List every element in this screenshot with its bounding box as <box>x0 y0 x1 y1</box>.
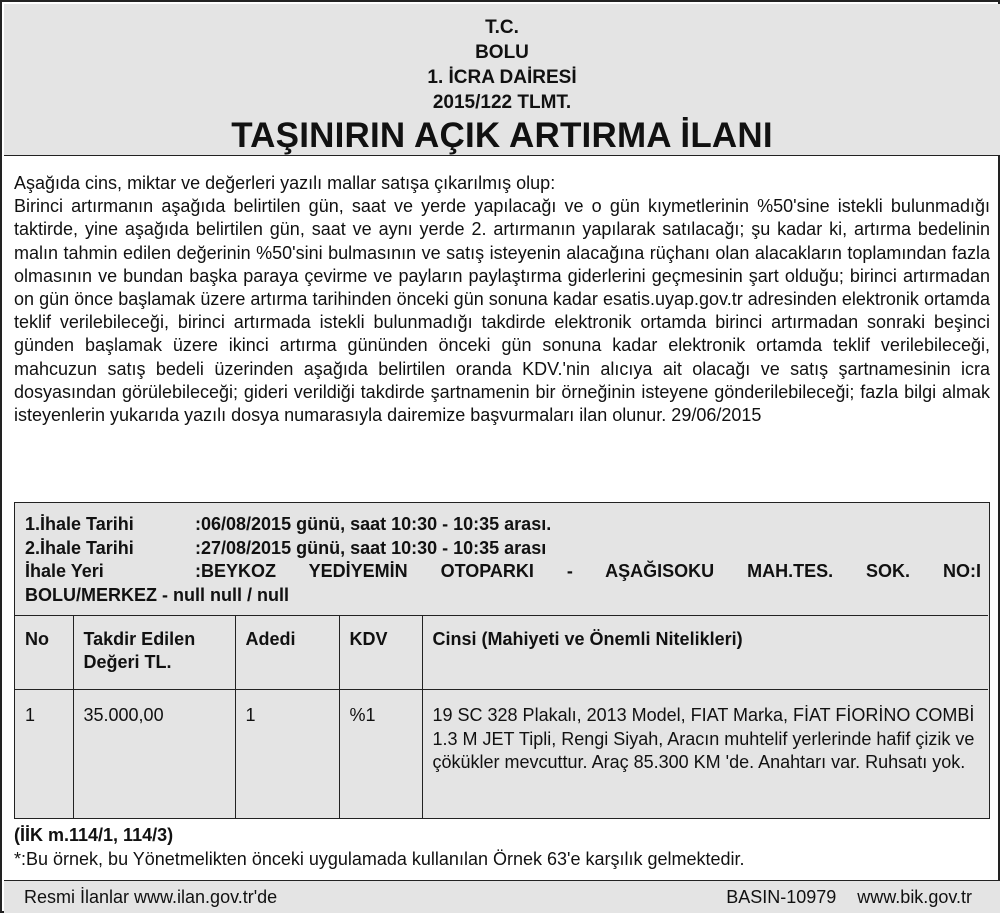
col-header-appraised-line1: Takdir Edilen <box>83 629 196 649</box>
announcement-footer <box>4 880 1000 913</box>
footnote: *:Bu örnek, bu Yönetmelikten önceki uygulamada kullanılan Örnek 63'e karşılık gelmektedir. <box>14 849 745 869</box>
announcement-body <box>14 172 990 427</box>
legal-reference: (İİK m.114/1, 114/3) <box>14 825 174 845</box>
col-header-vat: KDV <box>339 616 422 690</box>
body-main-text: Birinci artırmanın aşağıda belirtilen gün, saat ve yerde yapılacağı ve o gün kıymetlerinin %50'sine istekli bulunmadığı taktirde, yine aşağıda belirtilen gün, saat ve aynı yerde 2. artırmanın yapılarak satılacağı; şu kadar ki, artırma bedelinin malın tahmin edilen değerinin %50'sini bulmasının ve satış isteyenin alacağına rüçhanı olan alacakların toplamından fazla olmasının ve bundan başka paraya çevirme ve payların paylaştırma giderlerini geçmesinin şart olduğu; birinci artırmadan on gün önce başlamak üzere artırma tarihinden önceki gün sonuna kadar esatis.uyap.gov.tr adresinden elektronik ortamda teklif verilebileceği, birinci artırmada istekli bulunmadığı takdirde elektronik ortamda birinci artırmadan sonraki beşinci günden başlamak üzere ikinci artırma gününden önceki gün sonuna kadar elektronik ortamda teklif verilebileceği, mahcuzun satış bedeli üzerinden aşağıda belirtilen oranda KDV.'nin alıcıya ait olacağı ve satış şartnamesinin icra dosyasından görülebileceği; gideri verildiği takdirde şartnamenin bir örneğinin isteyene gönderilebileceği; fazla bilgi almak isteyenlerin yukarıda yazılı dosya numarasıyla dairemize başvurmaları ilan olunur. 29/06/2015 <box>14 196 990 426</box>
col-header-no: No <box>15 616 73 690</box>
second-auction-row <box>25 537 981 561</box>
auction-schedule <box>25 513 981 607</box>
header-file-number: 2015/122 TLMT. <box>432 92 572 113</box>
cell-quantity: 1 <box>235 690 339 819</box>
items-table <box>15 615 988 819</box>
table-header-row <box>15 616 988 690</box>
cell-vat: %1 <box>339 690 422 819</box>
footer-official-ads-link[interactable]: Resmi İlanlar www.ilan.gov.tr'de <box>24 887 278 907</box>
cell-appraised-value: 35.000,00 <box>73 690 235 819</box>
cell-no: 1 <box>15 690 73 819</box>
header-office: 1. İCRA DAİRESİ <box>427 67 577 88</box>
footer-site-link[interactable]: www.bik.gov.tr <box>857 887 972 907</box>
announcement-title: TAŞINIRIN AÇIK ARTIRMA İLANI <box>231 116 773 155</box>
auction-place-continuation: BOLU/MERKEZ - null null / null <box>25 584 289 605</box>
auction-place-value: :BEYKOZ YEDİYEMİN OTOPARKI - AŞAĞISOKU MAH.TES. SOK. NO:I <box>195 561 981 581</box>
col-header-quantity: Adedi <box>235 616 339 690</box>
second-auction-date: :27/08/2015 günü, saat 10:30 - 10:35 arası <box>195 537 547 558</box>
cell-description: 19 SC 328 Plakalı, 2013 Model, FIAT Marka, FİAT FİORİNO COMBİ 1.3 M JET Tipli, Rengi Siyah, Aracın muhtelif yerlerinde hafif çizik ve çökükler mevcuttur. Araç 85.300 KM 'de. Anahtarı var. Ruhsatı yok. <box>422 690 988 819</box>
first-auction-date: :06/08/2015 günü, saat 10:30 - 10:35 arası. <box>195 514 552 534</box>
auction-place-label: İhale Yeri <box>25 561 104 581</box>
table-row <box>15 690 988 819</box>
second-auction-label: 2.İhale Tarihi <box>25 537 134 558</box>
footer-right <box>726 881 972 914</box>
header-city: BOLU <box>475 42 529 63</box>
auction-details-box <box>14 502 990 819</box>
col-header-appraised-value <box>73 616 235 690</box>
header-tc: T.C. <box>485 17 519 38</box>
auction-place-row <box>25 560 981 584</box>
first-auction-label: 1.İhale Tarihi <box>25 514 134 534</box>
body-intro: Aşağıda cins, miktar ve değerleri yazılı mallar satışa çıkarılmış olup: <box>14 173 556 193</box>
col-header-description: Cinsi (Mahiyeti ve Önemli Nitelikleri) <box>422 616 988 690</box>
first-auction-row <box>25 513 981 537</box>
col-header-appraised-line2: Değeri TL. <box>83 652 172 672</box>
footer-press-code: BASIN-10979 <box>726 887 837 907</box>
announcement-header <box>4 4 1000 156</box>
